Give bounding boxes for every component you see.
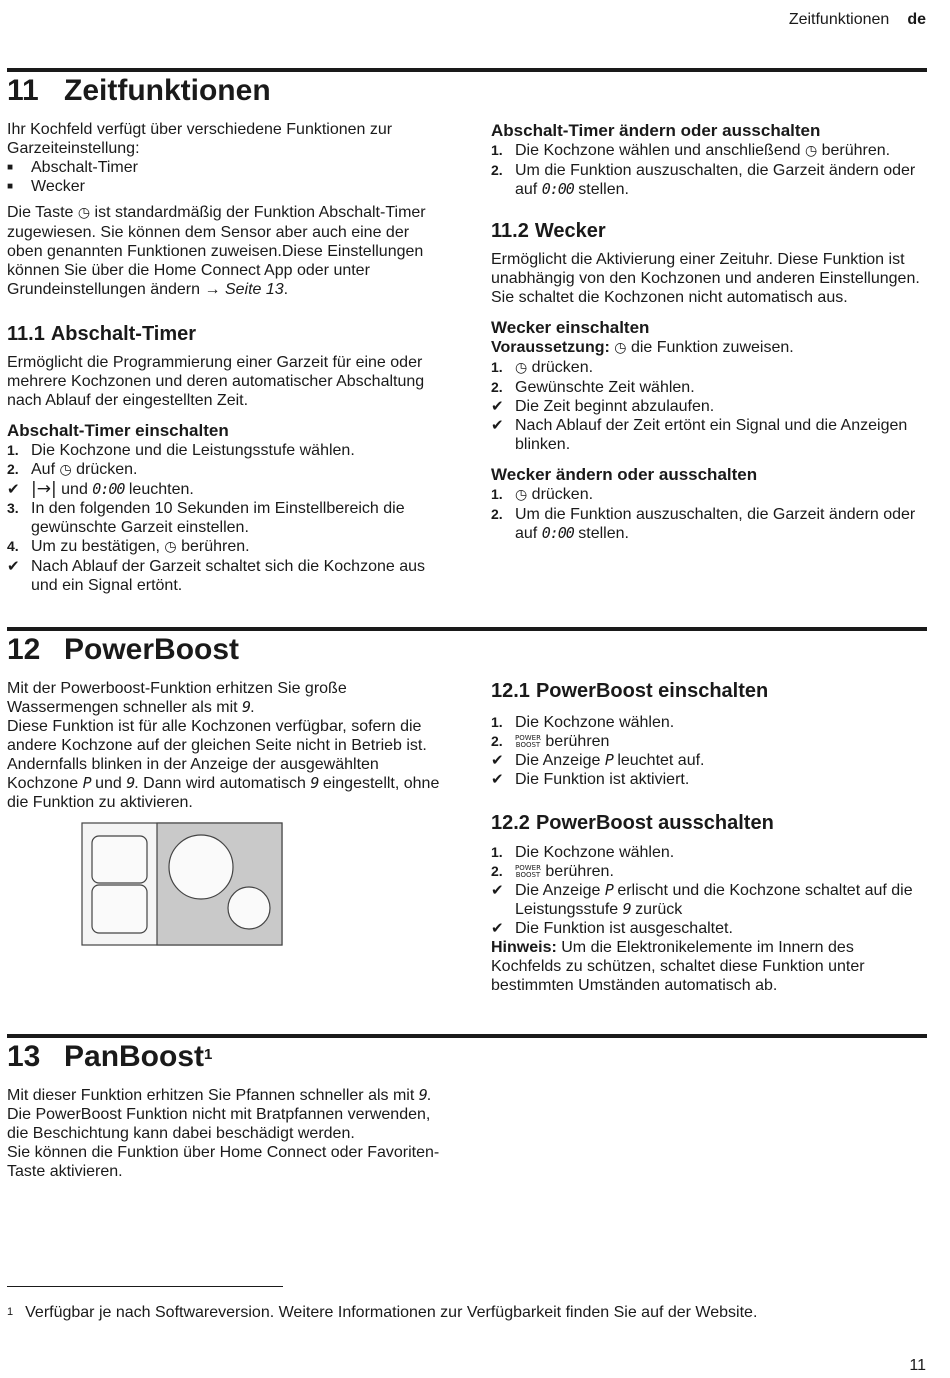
clock-icon: ◷ [515,360,528,376]
section-12-heading: 12 PowerBoost [7,633,240,666]
s12-2-heading: 12.2 PowerBoost ausschalten [491,812,774,834]
s11-paragraph: Die Taste ◷ ist standardmäßig der Funktion Abschalt-Timer zugewiesen. Sie können dem Sensor aber auch eine der oben genannten Funktionen zuweisen.Diese Einstellungen können Sie über die Home Connect App oder unter Grundeinstellungen ändern → Seite 13. [7,204,426,298]
footnote-rule [7,1286,283,1287]
list-item: 1. Die Kochzone und die Leistungsstufe wählen. [7,442,355,459]
list-item: ✔ Die Anzeige P leuchtet auf. [491,751,705,769]
list-item: 2. POWER BOOST berühren [491,733,610,750]
powerboost-off-steps [491,843,927,938]
note: Hinweis: Um die Elektronikelemente im Innern des Kochfelds zu schützen, schaltet diese Funktion unter bestimmten Umständen automatisch ab. [491,939,865,994]
s13-paragraph-1: Mit dieser Funktion erhitzen Sie Pfannen schneller als mit 9. Die PowerBoost Funktion nicht mit Bratpfannen verwenden, die Beschichtung kann dabei beschädigt werden. [7,1086,432,1142]
s11-2-description: Ermöglicht die Aktivierung einer Zeituhr. Diese Funktion ist unabhängig von den Kochzonen und anderen Einstellungen. Sie schaltet die Kochzonen nicht automatisch aus. [491,251,920,306]
s12-left-column [7,679,447,812]
list-item: 1. Die Kochzone wählen. [491,714,675,731]
s11-2-heading: 11.2 Wecker [491,220,606,242]
s12-1-heading: 12.1 PowerBoost einschalten [491,680,769,702]
list-item: 4. Um zu bestätigen, ◷ berühren. [7,538,250,555]
list-item: 2. Auf ◷ drücken. [7,461,138,478]
hob-zone-large [169,835,233,899]
s12-paragraph-2: Diese Funktion ist für alle Kochzonen verfügbar, sofern die andere Kochzone auf der gleichen Seite nicht in Betrieb ist. Andernfalls blinken in der Anzeige der ausgewählten Kochzone P und 9. Dann wird automatisch 9 eingestellt, ohne die Funktion zu aktivieren. [7,718,440,811]
header-section: Zeitfunktionen [788,11,890,28]
section-number: 11 [7,74,39,107]
powerboost-icon: POWER BOOST [515,733,541,749]
wecker-change-steps [491,485,927,543]
list-item: 3. In den folgenden 10 Sekunden im Einstellbereich die gewünschte Garzeit einstellen. [7,500,405,536]
s12-paragraph-1: Mit der Powerboost-Funktion erhitzen Sie große Wassermengen schneller als mit 9. [7,680,347,716]
section-rule [7,68,927,72]
wecker-change-heading: Wecker ändern oder ausschalten [491,465,758,484]
clock-icon: ◷ [59,462,72,478]
hob-diagram [81,822,283,946]
list-item: ■ Abschalt-Timer [7,159,138,176]
list-item: ✔ |→| und 0:00 leuchten. [7,479,194,499]
page-reference: Seite 13 [224,281,284,298]
list-item: 2. Um die Funktion auszuschalten, die Garzeit ändern oder auf 0:00 stellen. [491,506,916,542]
clock-icon: ◷ [164,539,177,555]
list-item: 2. Gewünschte Zeit wählen. [491,379,695,396]
wecker-on-heading: Wecker einschalten [491,318,650,337]
s13-column [7,1086,447,1181]
list-item: ✔ Nach Ablauf der Garzeit schaltet sich die Kochzone aus und ein Signal ertönt. [7,558,425,594]
timer-change-steps [491,141,927,199]
header-lang: de [907,11,926,28]
section-title: Zeitfunktionen [64,74,271,107]
list-item: ✔ Die Zeit beginnt abzulaufen. [491,398,715,415]
s11-right-column [491,120,927,543]
timer-arrow-icon: |→| [31,479,57,499]
clock-icon: ◷ [614,340,627,356]
footnote-marker: 1 [204,1046,213,1063]
clock-icon: ◷ [515,487,528,503]
list-item: 2. POWER BOOST berühren. [491,863,614,880]
powerboost-icon: POWER BOOST [515,863,541,879]
clock-icon: ◷ [77,205,91,221]
list-item: ■ Wecker [7,178,85,195]
prerequisite: Voraussetzung: ◷ die Funktion zuweisen. [491,339,794,356]
s12-right-column [491,679,927,995]
hob-zone-small [228,887,270,929]
section-rule [7,1034,927,1038]
s11-1-description: Ermöglicht die Programmierung einer Garzeit für eine oder mehrere Kochzonen und deren automatischer Abschaltung nach Ablauf der eingestellten Zeit. [7,354,425,409]
section-13-heading: 13 PanBoost$^1$ [7,1040,213,1073]
timer-change-heading: Abschalt-Timer ändern oder ausschalten [491,121,821,140]
list-item: ✔ Die Anzeige P erlischt und die Kochzone schaltet auf die Leistungsstufe 9 zurück [491,881,913,918]
list-item: 1. ◷ drücken. [491,359,594,376]
section-rule [7,627,927,631]
hob-zone-bottom-left [92,885,147,933]
s11-1-heading: 11.1 Abschalt-Timer [7,323,197,345]
list-item: 1. ◷ drücken. [491,486,594,503]
running-header [789,10,926,29]
page-number: 11 [909,1357,926,1374]
s13-paragraph-2: Sie können die Funktion über Home Connect oder Favoriten-Taste aktivieren. [7,1144,440,1180]
s11-left-column [7,120,447,595]
section-11-heading [7,74,271,108]
list-item: 1. Die Kochzone wählen. [491,844,675,861]
powerboost-on-steps [491,713,927,789]
footnote: $^1$ Verfügbar je nach Softwareversion. Weitere Informationen zur Verfügbarkeit finden Sie auf der Website. [7,1304,758,1321]
timer-on-steps [7,441,447,595]
list-item: ✔ Die Funktion ist aktiviert. [491,771,690,788]
timer-on-heading: Abschalt-Timer einschalten [7,421,229,440]
list-item: 1. Die Kochzone wählen und anschließend ◷ berühren. [491,142,891,159]
hob-zone-top-left [92,836,147,883]
s11-bullet-list [7,158,447,196]
clock-icon: ◷ [804,143,818,159]
list-item: 2. Um die Funktion auszuschalten, die Garzeit ändern oder auf 0:00 stellen. [491,162,916,198]
wecker-on-steps [491,358,927,454]
s11-intro: Ihr Kochfeld verfügt über verschiedene Funktionen zur Garzeiteinstellung: [7,121,393,157]
list-item: ✔ Die Funktion ist ausgeschaltet. [491,920,733,937]
list-item: ✔ Nach Ablauf der Zeit ertönt ein Signal und die Anzeigen blinken. [491,417,908,453]
